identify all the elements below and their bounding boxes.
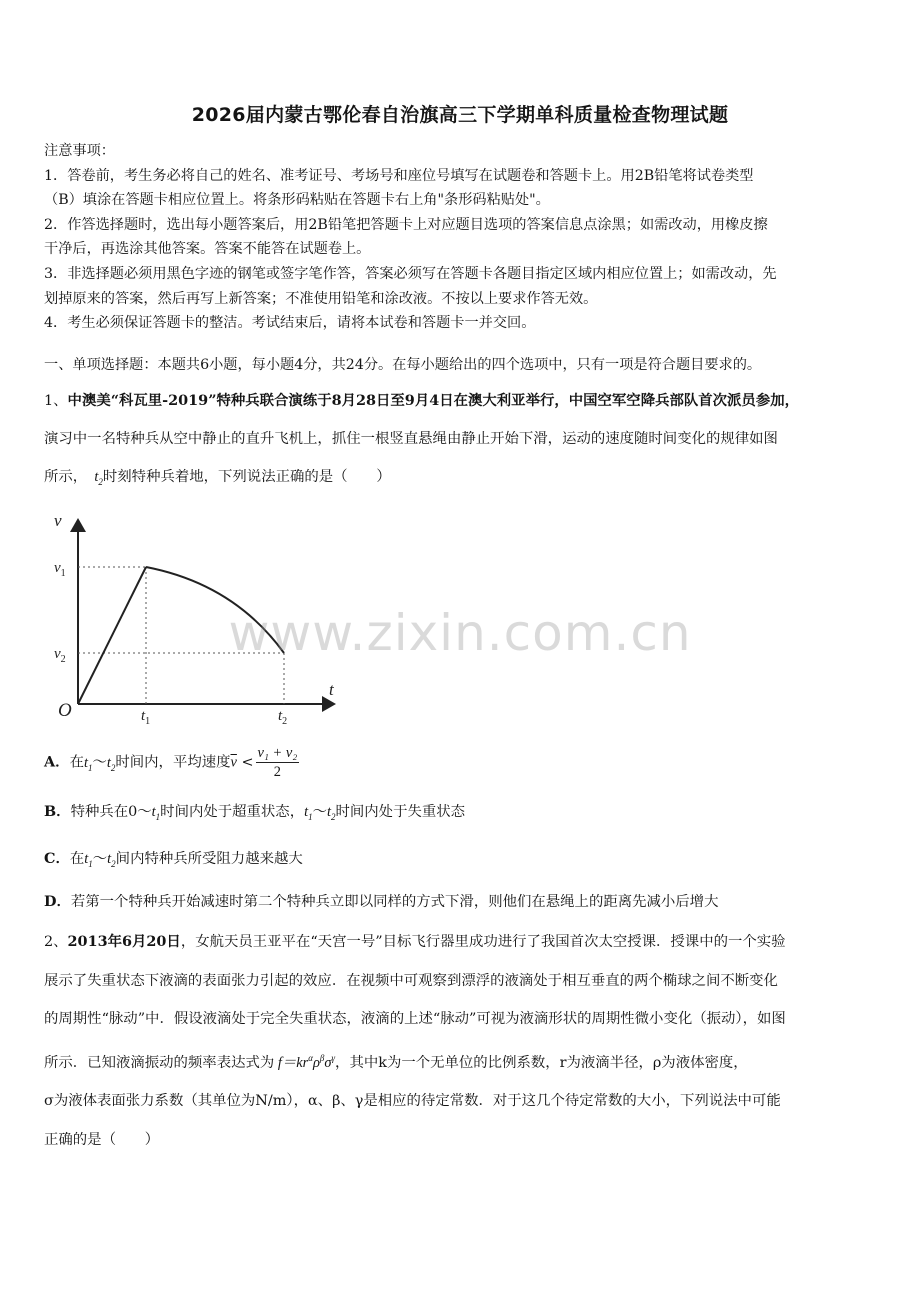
q1-line-2: 演习中一名特种兵从空中静止的直升飞机上，抓住一根竖直悬绳由静止开始下滑，运动的速度随时间变化的规律如图 — [44, 431, 778, 447]
option-b: B．特种兵在$0\sim t_1$时间内处于超重状态，$t_1\sim t_2$时间内处于失重状态 — [44, 803, 466, 822]
v1-label: $v_1$ — [54, 560, 66, 579]
question-2 — [44, 923, 878, 1159]
notice-line: （B）填涂在答题卡相应位置上。将条形码粘贴在答题卡右上角"条形码粘贴处"。 — [44, 192, 550, 209]
t1-symbol: $t_1$ — [83, 754, 93, 773]
notice-heading: 注意事项： — [44, 143, 115, 159]
q2-line-2: 展示了失重状态下液滴的表面张力引起的效应．在视频中可观察到漂浮的液滴处于相互垂直的两个椭球之间不断变化 — [44, 972, 778, 989]
t2-label: $t_2$ — [278, 708, 288, 727]
origin-label: O — [58, 700, 72, 721]
v2-label: $v_2$ — [54, 646, 66, 665]
question-1 — [44, 382, 878, 501]
watermark: www.zixin.com.cn — [228, 604, 692, 662]
section-heading: 一、单项选择题：本题共6小题，每小题4分，共24分。在每小题给出的四个选项中，只有一项是符合题目要求的。 — [44, 357, 762, 373]
frequency-formula: $f=kr^\alpha\rho^\beta\sigma^\gamma$ — [274, 1052, 336, 1071]
t1-label: $t_1$ — [141, 708, 151, 727]
q2-line-3: 的周期性“脉动”中．假设液滴处于完全失重状态，液滴的上述“脉动”可视为液滴形状的周期性微小变化（振动），如图 — [44, 1011, 786, 1028]
notice-line: 1．答卷前，考生务必将自己的姓名、准考证号、考场号和座位号填写在试题卷和答题卡上。用2B铅笔将试卷类型 — [44, 167, 754, 184]
notice-block — [44, 139, 878, 336]
q2-line-4: 所示．已知液滴振动的频率表达式为 $f=kr^\alpha\rho^\beta\sigma^\gamma$，其中k为一个无单位的比例系数，r为液滴半径，ρ为液体密度， — [44, 1052, 748, 1071]
notice-line: 3．非选择题必须用黑色字迹的钢笔或签字笔作答，答案必须写在答题卡各题目指定区域内相应位置上；如需改动，先 — [44, 265, 777, 282]
q2-line-6: 正确的是（ ） — [44, 1131, 160, 1148]
t2-symbol: $t_2$ — [106, 754, 116, 773]
option-d: D．若第一个特种兵开始减速时第二个特种兵立即以同样的方式下滑，则他们在悬绳上的距离先减小后增大 — [44, 893, 719, 910]
mean-velocity-symbol: $\overline{v}$ — [230, 754, 237, 771]
q1-line-1 — [44, 382, 878, 420]
t2-symbol: $t_2$ — [94, 469, 103, 487]
fraction: $\frac{\text{v₁ + v₂}}{2}$ — [257, 745, 298, 780]
page-title: 2026届内蒙古鄂伦春自治旗高三下学期单科质量检查物理试题 — [191, 104, 729, 126]
notice-line: 4．考生必须保证答题卡的整洁。考试结束后，请将本试卷和答题卡一并交回。 — [44, 315, 536, 332]
notice-line: 划掉原来的答案，然后再写上新答案；不准使用铅笔和涂改液。不按以上要求作答无效。 — [44, 290, 598, 307]
t-axis-label: t — [329, 680, 334, 699]
notice-line: 2．作答选择题时，选出每小题答案后，用2B铅笔把答题卡上对应题目选项的答案信息点涂黑；如需改动，用橡皮擦 — [44, 216, 768, 233]
q1-number: 1、 — [44, 393, 68, 409]
q2-line-5: σ为液体表面张力系数（其单位为N/m），α、β、γ是相应的待定常数．对于这几个待定常数的大小，下列说法中可能 — [44, 1093, 781, 1110]
option-a: A．在$t_1\sim t_2$时间内，平均速度$\overline{v}$ < $\frac{\text{v₁ + v₂}}{2}$ — [44, 745, 298, 780]
option-c: C．在$t_1\sim t_2$间内特种兵所受阻力越来越大 — [44, 850, 303, 869]
q2-line-1: 2、2013年6月20日，女航天员王亚平在“天宫一号”目标飞行器里成功进行了我国首次太空授课．授课中的一个实验 — [44, 933, 786, 950]
notice-line: 干净后，再选涂其他答案。答案不能答在试题卷上。 — [44, 241, 371, 258]
q1-line-3: 所示， $t_2$时刻特种兵着地，下列说法正确的是（ ） — [44, 469, 391, 487]
q1-text: 中澳美“科瓦里-2019”特种兵联合演练于8月28日至9月4日在澳大利亚举行，中国空军空降兵部队首次派员参加， — [67, 392, 799, 409]
v-axis-label: v — [54, 511, 62, 530]
